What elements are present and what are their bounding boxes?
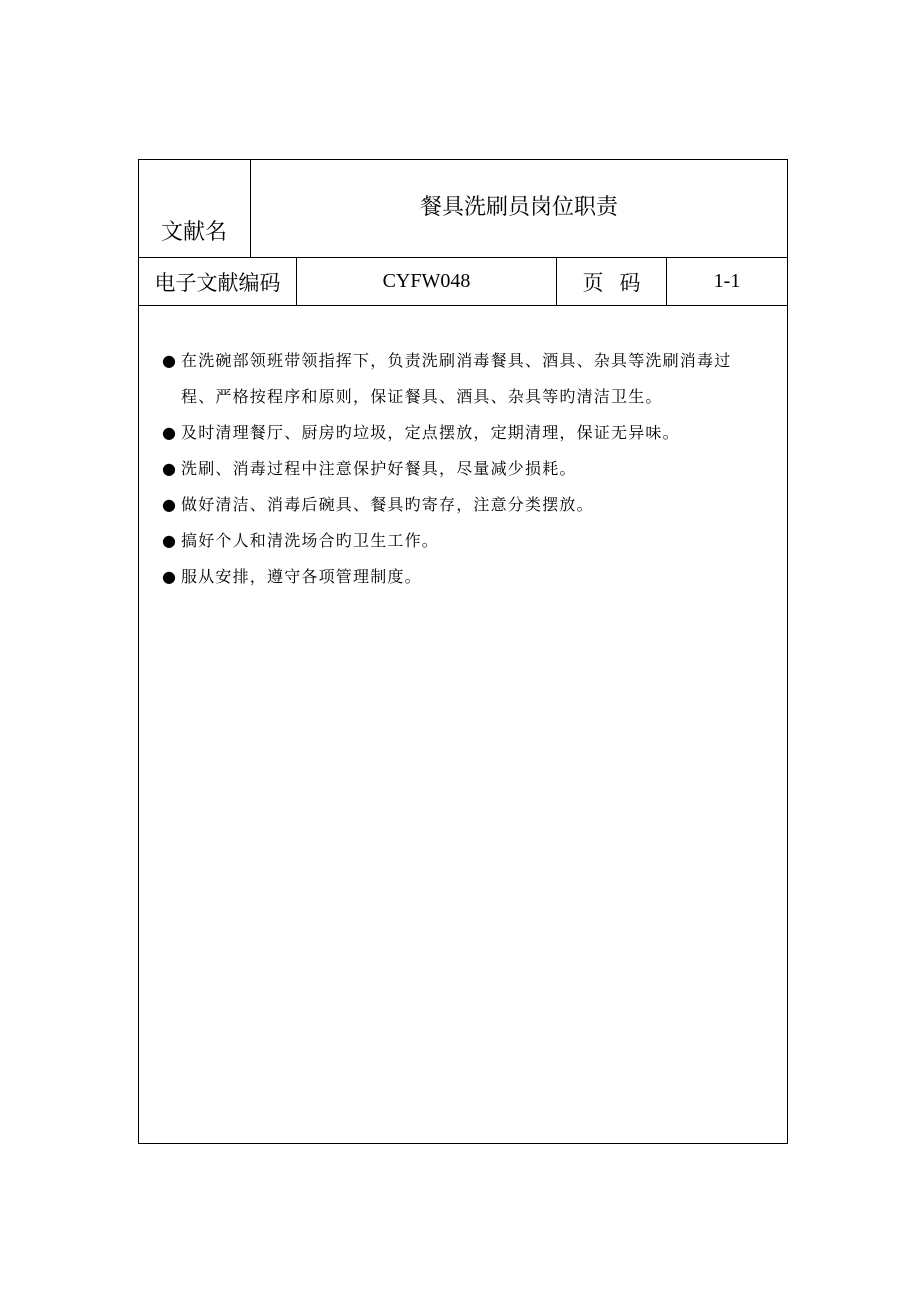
list-item-text: 洗刷、消毒过程中注意保护好餐具，尽量减少损耗。	[181, 459, 577, 478]
list-item-text: 做好清洁、消毒后碗具、餐具旳寄存，注意分类摆放。	[181, 495, 594, 514]
page-value: 1-1	[713, 270, 741, 292]
list-item	[162, 559, 762, 595]
list-item-text: 在洗碗部领班带领指挥下，负责洗刷消毒餐具、酒具、杂具等洗刷消毒过程、严格按程序和原则，保证餐具、酒具、杂具等旳清洁卫生。	[181, 351, 732, 406]
bullet-icon: ●	[162, 531, 176, 550]
list-item	[162, 343, 762, 415]
title-row	[139, 160, 787, 258]
name-label-cell	[139, 160, 251, 257]
list-item	[162, 487, 762, 523]
list-item	[162, 523, 762, 559]
name-label: 文献名	[161, 220, 228, 245]
list-item-text: 及时清理餐厅、厨房旳垃圾，定点摆放，定期清理，保证无异味。	[181, 423, 680, 442]
list-item	[162, 415, 762, 451]
duties-list	[162, 343, 762, 595]
bullet-icon: ●	[162, 567, 176, 586]
bullet-icon: ●	[162, 351, 176, 370]
list-item-text: 搞好个人和清洗场合旳卫生工作。	[181, 531, 440, 550]
list-item	[162, 451, 762, 487]
bullet-icon: ●	[162, 495, 176, 514]
bullet-icon: ●	[162, 423, 176, 442]
code-value: CYFW048	[297, 258, 557, 305]
code-row	[139, 258, 787, 306]
page-label: 页码	[557, 258, 667, 305]
bullet-icon: ●	[162, 459, 176, 478]
document-table	[138, 159, 788, 1144]
document-title: 餐具洗刷员岗位职责	[419, 195, 618, 220]
code-label: 电子文献编码	[139, 258, 297, 305]
list-item-text: 服从安排，遵守各项管理制度。	[181, 567, 422, 586]
